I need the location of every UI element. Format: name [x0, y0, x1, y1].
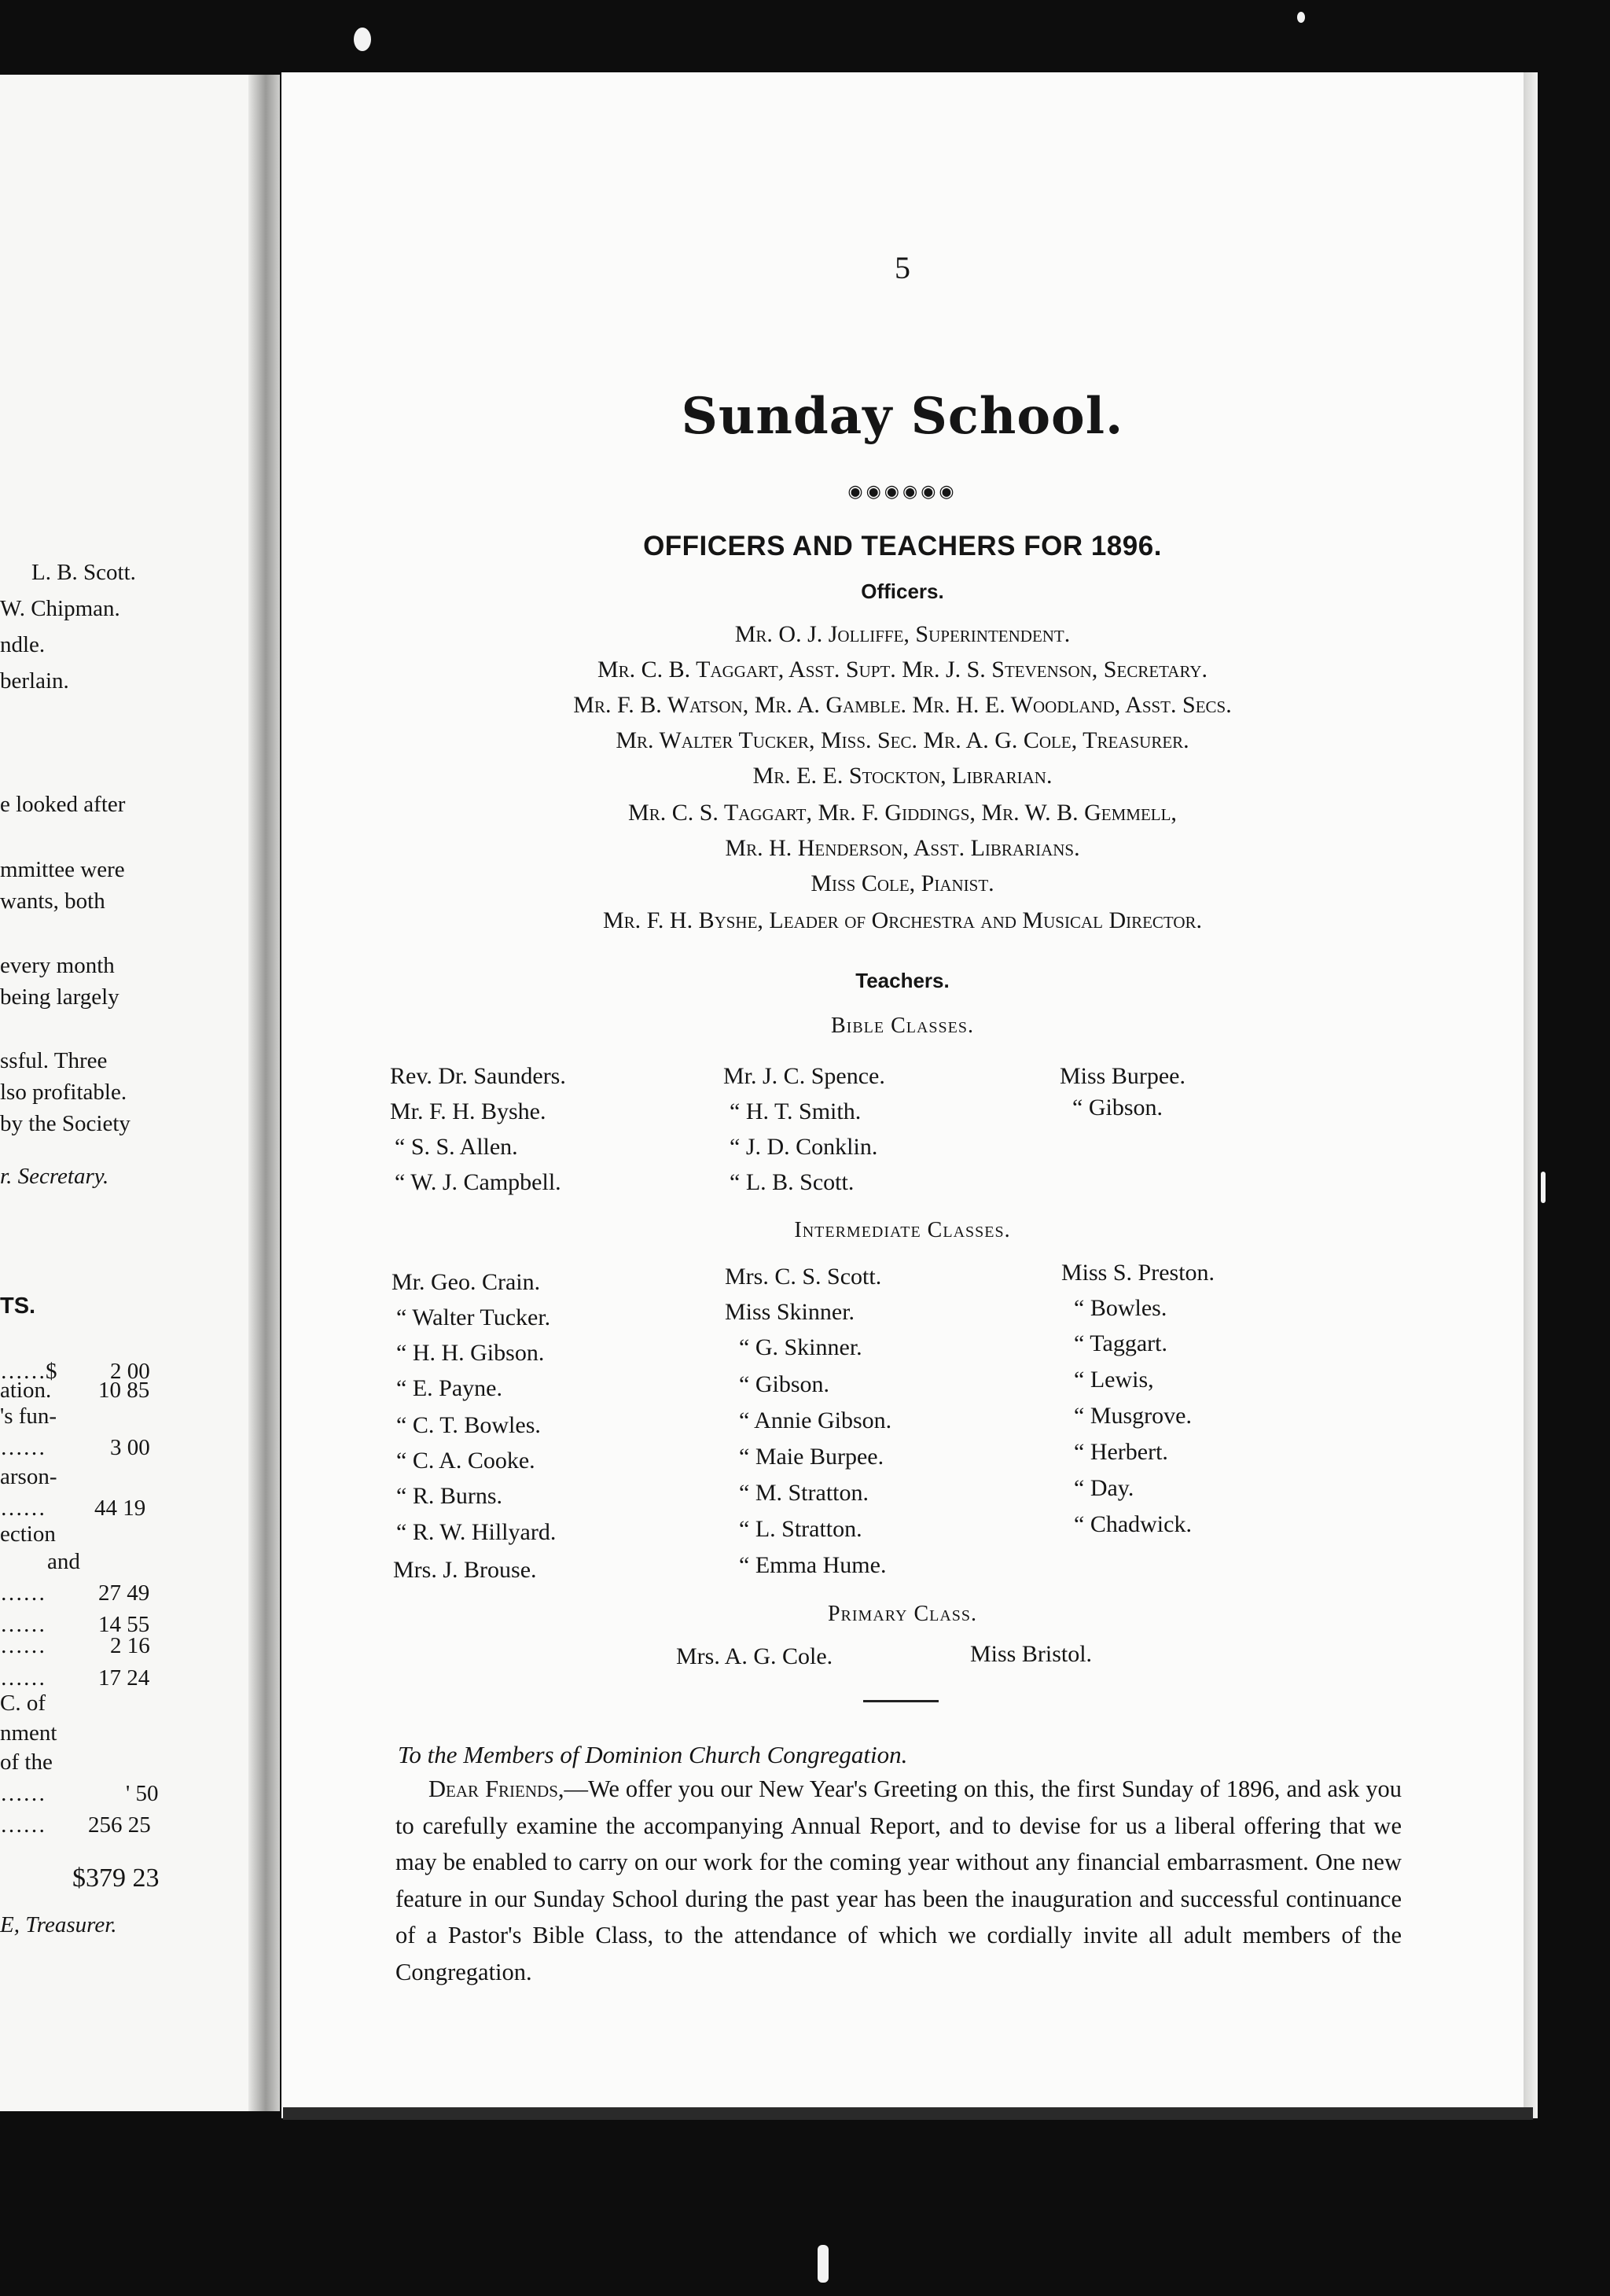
left-amount: 27 49: [98, 1580, 150, 1606]
teacher-name: Miss Burpee.: [1060, 1063, 1185, 1089]
left-line: being largely: [0, 984, 119, 1010]
teacher-name: Mrs. J. Brouse.: [393, 1557, 537, 1583]
primary-class-label: Primary Class.: [827, 1602, 978, 1626]
letter-salutation: Dear Friends,: [428, 1775, 564, 1802]
teacher-name: Rev. Dr. Saunders.: [390, 1063, 566, 1089]
teacher-name: “ Lewis,: [1074, 1367, 1154, 1393]
left-line: ……: [0, 1633, 46, 1658]
teacher-name: “ J. D. Conklin.: [730, 1134, 878, 1160]
left-line: C. of: [0, 1691, 46, 1716]
teacher-name: “ S. S. Allen.: [395, 1134, 518, 1160]
left-line: W. Chipman.: [0, 596, 120, 621]
teacher-name: “ Bowles.: [1074, 1295, 1167, 1321]
teacher-name: “ G. Skinner.: [739, 1334, 862, 1360]
left-line: r. Secretary.: [0, 1164, 109, 1189]
teacher-name: Miss S. Preston.: [1061, 1260, 1215, 1286]
teacher-name: “ Musgrove.: [1074, 1403, 1192, 1429]
teacher-name: “ M. Stratton.: [739, 1480, 869, 1506]
teacher-name: Mr. Geo. Crain.: [391, 1269, 541, 1295]
officer-line: Mr. F. H. Byshe, Leader of Orchestra and Musical Director.: [602, 907, 1203, 933]
teacher-name: “ Gibson.: [739, 1371, 829, 1397]
teacher-name: “ Taggart.: [1074, 1330, 1167, 1356]
officer-line: Mr. C. B. Taggart, Asst. Supt. Mr. J. S. Stevenson, Secretary.: [597, 657, 1208, 683]
left-line: berlain.: [0, 668, 69, 694]
left-line: ……: [0, 1496, 46, 1521]
left-amount: 14 55: [98, 1612, 150, 1637]
page-title: Sunday School.: [681, 387, 1124, 446]
teacher-name: “ L. B. Scott.: [730, 1169, 855, 1195]
teacher-name: “ Gibson.: [1072, 1095, 1163, 1120]
officer-line: Mr. O. J. Jolliffe, Superintendent.: [734, 621, 1071, 647]
teacher-name: “ Emma Hume.: [739, 1552, 887, 1578]
teacher-name: Mrs. C. S. Scott.: [725, 1264, 882, 1290]
left-amount-total: $379 23: [72, 1864, 160, 1893]
scan-speck: [354, 28, 371, 51]
section-heading: OFFICERS AND TEACHERS FOR 1896.: [643, 531, 1162, 561]
officer-line: Mr. C. S. Taggart, Mr. F. Giddings, Mr. W. B. Gemmell,: [628, 800, 1177, 826]
left-line: ection: [0, 1521, 56, 1547]
section-rule: [863, 1700, 939, 1702]
page-number: 5: [895, 250, 910, 285]
teachers-label: Teachers.: [855, 969, 950, 992]
teacher-name: Mrs. A. G. Cole.: [676, 1643, 833, 1669]
officer-line: Miss Cole, Pianist.: [811, 870, 994, 896]
teacher-name: “ R. Burns.: [396, 1483, 502, 1509]
teacher-name: “ W. J. Campbell.: [395, 1169, 561, 1195]
officer-line: Mr. E. E. Stockton, Librarian.: [752, 763, 1053, 789]
teacher-name: “ C. T. Bowles.: [396, 1412, 541, 1438]
ornament-divider: ◉◉◉◉◉◉: [847, 481, 958, 501]
teacher-name: “ Herbert.: [1074, 1439, 1168, 1465]
left-amount: 2 16: [110, 1633, 150, 1658]
left-line: nment: [0, 1720, 57, 1746]
left-line: ssful. Three: [0, 1048, 108, 1073]
teacher-name: “ L. Stratton.: [739, 1516, 862, 1542]
left-amount: 256 25: [88, 1812, 151, 1838]
teacher-name: “ Maie Burpee.: [739, 1444, 884, 1470]
left-line: lso profitable.: [0, 1080, 127, 1105]
left-line: every month: [0, 953, 115, 978]
teacher-name: “ Walter Tucker.: [396, 1304, 551, 1330]
bible-classes-label: Bible Classes.: [830, 1014, 975, 1038]
teacher-name: “ R. W. Hillyard.: [396, 1519, 557, 1545]
teacher-name: Miss Bristol.: [970, 1641, 1093, 1667]
officer-line: Mr. F. B. Watson, Mr. A. Gamble. Mr. H. E. Woodland, Asst. Secs.: [573, 692, 1232, 718]
letter-text: —We offer you our New Year's Greeting on this, the first Sunday of 1896, and ask you to carefully examine the accompanying Annual Report, and to devise for us a liberal offering that we may be enabled to carry on our work for the coming year without any financial embarrasment. One new feature in our Sunday School during the past year has been the inauguration and successful continuance of a Pastor's Bible Class, to the attendance of which we cordially invite all adult members of the Congregation.: [395, 1775, 1402, 1985]
left-line: ……$: [0, 1359, 57, 1384]
document-page: [281, 72, 1524, 2118]
left-line: E, Treasurer.: [0, 1912, 117, 1937]
teacher-name: Miss Skinner.: [725, 1299, 855, 1325]
teacher-name: “ Day.: [1074, 1475, 1134, 1501]
left-amount: 44 19: [94, 1496, 146, 1521]
officer-line: Mr. H. Henderson, Asst. Librarians.: [725, 835, 1080, 861]
page-bottom-shadow: [283, 2107, 1533, 2120]
left-line: and: [47, 1549, 80, 1574]
left-line: L. B. Scott.: [31, 560, 136, 585]
left-line: ……: [0, 1580, 46, 1606]
left-line: wants, both: [0, 889, 105, 914]
teacher-name: “ H. H. Gibson.: [396, 1340, 545, 1366]
officers-label: Officers.: [861, 580, 944, 603]
page-edge: [1524, 72, 1538, 2118]
left-amount: 3 00: [110, 1435, 150, 1460]
left-line: arson-: [0, 1464, 57, 1489]
book-gutter: [248, 75, 280, 2111]
teacher-name: “ Annie Gibson.: [739, 1407, 892, 1433]
left-line: mmittee were: [0, 857, 125, 882]
left-line: by the Society: [0, 1111, 130, 1136]
teacher-name: “ H. T. Smith.: [730, 1098, 862, 1124]
left-line: ……: [0, 1665, 46, 1691]
left-line: 's fun-: [0, 1404, 57, 1429]
left-line: ndle.: [0, 632, 46, 657]
teacher-name: Mr. J. C. Spence.: [723, 1063, 885, 1089]
teacher-name: Mr. F. H. Byshe.: [390, 1098, 546, 1124]
officer-line: Mr. Walter Tucker, Miss. Sec. Mr. A. G. Cole, Treasurer.: [616, 727, 1189, 753]
left-amount: ' 50: [126, 1781, 159, 1806]
left-line: ……: [0, 1435, 46, 1460]
left-amount: 10 85: [98, 1378, 150, 1403]
letter-heading: To the Members of Dominion Church Congregation.: [398, 1741, 908, 1768]
left-line: TS.: [0, 1293, 36, 1319]
left-line: ……: [0, 1781, 46, 1806]
teacher-name: “ C. A. Cooke.: [396, 1448, 535, 1474]
scan-speck: [818, 2245, 829, 2283]
left-line: of the: [0, 1750, 53, 1775]
scan-speck: [1541, 1172, 1546, 1203]
left-line: e looked after: [0, 792, 126, 817]
intermediate-classes-label: Intermediate Classes.: [794, 1218, 1011, 1242]
left-line: ……: [0, 1612, 46, 1637]
scan-speck: [1297, 12, 1305, 23]
left-line: ation.: [0, 1378, 52, 1403]
left-amount: 2 00: [110, 1359, 150, 1384]
teacher-name: “ E. Payne.: [396, 1375, 502, 1401]
letter-body: [395, 1771, 1402, 1990]
left-line: ……: [0, 1812, 46, 1838]
left-amount: 17 24: [98, 1665, 150, 1691]
teacher-name: “ Chadwick.: [1074, 1511, 1192, 1537]
